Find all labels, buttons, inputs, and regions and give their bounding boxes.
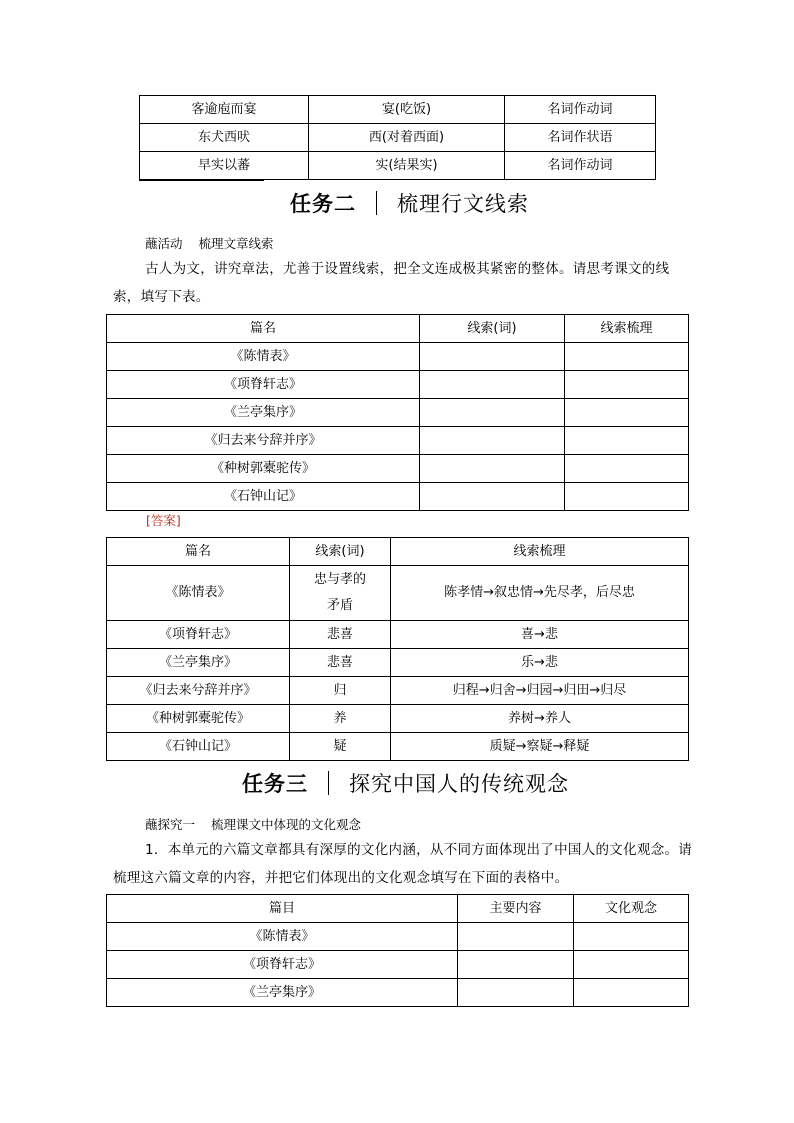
table-cell: 《项脊轩志》 [107, 951, 458, 979]
blank-cell[interactable] [565, 343, 689, 371]
table-row [107, 343, 689, 371]
table-cell: 《归去来兮辞并序》 [107, 427, 420, 455]
blank-cell[interactable] [458, 923, 574, 951]
heading-divider [376, 191, 377, 215]
blank-cell[interactable] [574, 951, 689, 979]
blank-cell[interactable] [420, 427, 565, 455]
blank-cell[interactable] [420, 371, 565, 399]
activity-tag: 蘸活动 [145, 236, 183, 251]
table-row [107, 951, 689, 979]
column-header: 篇目 [107, 895, 458, 923]
table-cell: 归程→归舍→归园→归田→归尽 [391, 677, 689, 705]
table-row [107, 399, 689, 427]
clue-table [106, 314, 689, 511]
blank-cell[interactable] [565, 483, 689, 511]
table-cell: 早实以蕃 [140, 152, 309, 180]
activity-title: 梳理文章线索 [198, 236, 274, 251]
table-row [107, 733, 689, 761]
explore-line [145, 815, 361, 833]
blank-cell[interactable] [574, 923, 689, 951]
column-header: 主要内容 [458, 895, 574, 923]
table-cell: 《陈情表》 [107, 923, 458, 951]
table-header-row [107, 315, 689, 343]
task2-label: 任务二 [290, 192, 356, 216]
table-cell: 《石钟山记》 [107, 733, 290, 761]
blank-cell[interactable] [574, 979, 689, 1007]
table-row [107, 371, 689, 399]
blank-cell[interactable] [565, 371, 689, 399]
table-cell: 《陈情表》 [107, 343, 420, 371]
blank-cell[interactable] [420, 343, 565, 371]
table-row [107, 566, 689, 621]
table-row [140, 96, 656, 124]
table-header-row [107, 895, 689, 923]
column-header: 线索梳理 [391, 538, 689, 566]
task2-heading [290, 188, 529, 218]
table-cell: 西(对着西面) [309, 124, 505, 152]
explore-tag: 蘸探究一 [145, 817, 196, 832]
table-cell: 《石钟山记》 [107, 483, 420, 511]
table-cell: 乐→悲 [391, 649, 689, 677]
intro-paragraph [113, 255, 693, 311]
table-row [107, 923, 689, 951]
table-cell: 喜→悲 [391, 621, 689, 649]
heading-divider [328, 771, 329, 795]
table-row [107, 979, 689, 1007]
table-cell: 疑 [290, 733, 391, 761]
column-header: 线索梳理 [565, 315, 689, 343]
clue-text: 忠与孝的矛盾 [313, 572, 366, 613]
table-header-row [107, 538, 689, 566]
table-cell: 《项脊轩志》 [107, 621, 290, 649]
table-cell: 名词作动词 [505, 152, 656, 180]
table-cell: 宴(吃饭) [309, 96, 505, 124]
question-1-text: 1．本单元的六篇文章都具有深厚的文化内涵，从不同方面体现出了中国人的文化观念。请梳理这六篇文章的内容，并把它们体现出的文化观念填写在下面的表格中。 [113, 842, 693, 886]
task3-title: 探究中国人的传统观念 [349, 772, 569, 796]
table-cell: 《种树郭橐驼传》 [107, 705, 290, 733]
table-row [107, 677, 689, 705]
column-header: 篇名 [107, 538, 290, 566]
table-row [107, 621, 689, 649]
top-table [139, 95, 656, 180]
blank-cell[interactable] [458, 951, 574, 979]
blank-cell[interactable] [420, 399, 565, 427]
column-header: 线索(词) [290, 538, 391, 566]
task3-heading [242, 768, 569, 798]
table-cell: 《归去来兮辞并序》 [107, 677, 290, 705]
table-cell: 东犬西吠 [140, 124, 309, 152]
column-header: 线索(词) [420, 315, 565, 343]
table-row [107, 483, 689, 511]
table-cell: 陈孝情→叙忠情→先尽孝，后尽忠 [391, 566, 689, 621]
table-row [107, 427, 689, 455]
table-cell: 客逾庖而宴 [140, 96, 309, 124]
column-header: 篇名 [107, 315, 420, 343]
table-cell: 《项脊轩志》 [107, 371, 420, 399]
blank-cell[interactable] [565, 427, 689, 455]
explore-title: 梳理课文中体现的文化观念 [211, 817, 362, 832]
table-cell: 《兰亭集序》 [107, 979, 458, 1007]
table-cell: 养 [290, 705, 391, 733]
intro-text: 古人为文，讲究章法，尤善于设置线索，把全文连成极其紧密的整体。请思考课文的线索，填写下表。 [113, 261, 670, 305]
table-cell: 名词作状语 [505, 124, 656, 152]
blank-cell[interactable] [565, 455, 689, 483]
table-cell: 《种树郭橐驼传》 [107, 455, 420, 483]
table-cell: 悲喜 [290, 621, 391, 649]
blank-cell[interactable] [420, 455, 565, 483]
column-header: 文化观念 [574, 895, 689, 923]
table-cell: 《兰亭集序》 [107, 649, 290, 677]
blank-cell[interactable] [458, 979, 574, 1007]
blank-cell[interactable] [565, 399, 689, 427]
culture-table [106, 894, 689, 1007]
heading-rule [139, 180, 264, 181]
table-cell [290, 566, 391, 621]
table-cell: 名词作动词 [505, 96, 656, 124]
table-cell: 质疑→察疑→释疑 [391, 733, 689, 761]
answer-table [106, 537, 689, 761]
table-cell: 《陈情表》 [107, 566, 290, 621]
table-row [107, 705, 689, 733]
table-row [140, 152, 656, 180]
table-row [140, 124, 656, 152]
table-cell: 悲喜 [290, 649, 391, 677]
table-cell: 养树→养人 [391, 705, 689, 733]
table-cell: 实(结果实) [309, 152, 505, 180]
answer-label: [答案] [146, 513, 181, 528]
blank-cell[interactable] [420, 483, 565, 511]
task2-title: 梳理行文线索 [397, 192, 529, 216]
question-1 [113, 836, 695, 892]
table-row [107, 649, 689, 677]
task3-label: 任务三 [242, 772, 308, 796]
table-cell: 归 [290, 677, 391, 705]
table-cell: 《兰亭集序》 [107, 399, 420, 427]
activity-line [145, 234, 274, 252]
table-row [107, 455, 689, 483]
